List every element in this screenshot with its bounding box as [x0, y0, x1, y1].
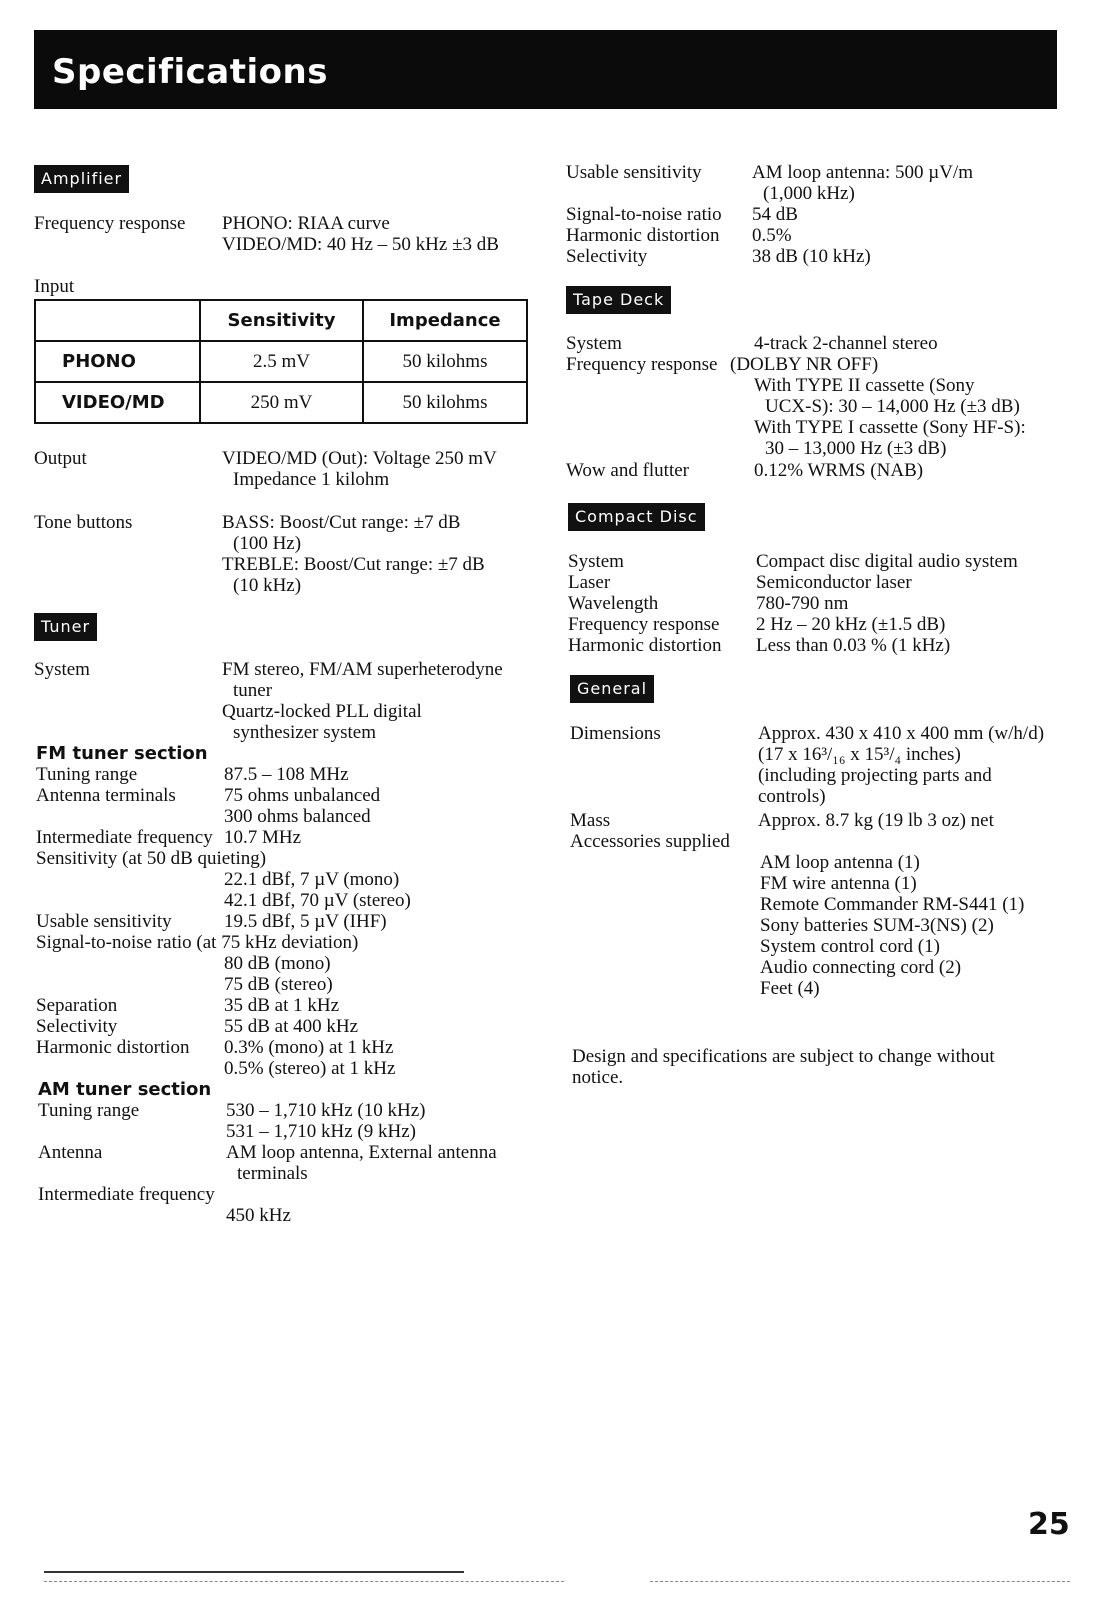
compact-disc-heading: Compact Disc: [568, 503, 705, 531]
fm-separation-value: 35 dB at 1 kHz: [224, 995, 340, 1016]
cd-harmonic-value: Less than 0.03 % (1 kHz): [756, 635, 951, 656]
tone-line-2: (100 Hz): [233, 533, 302, 554]
fm-harmonic-line-2: 0.5% (stereo) at 1 kHz: [224, 1058, 396, 1079]
table-header-sensitivity: Sensitivity: [200, 300, 363, 341]
fm-snr-label: Signal-to-noise ratio (at 75 kHz deviation): [36, 932, 359, 953]
fm-usable-sensitivity-value: 19.5 dBf, 5 µV (IHF): [224, 911, 387, 932]
footer-rule-left: [44, 1571, 464, 1573]
table-cell-sensitivity: 250 mV: [200, 382, 363, 423]
amplifier-heading: Amplifier: [34, 165, 129, 193]
amp-freq-response-line-1: PHONO: RIAA curve: [222, 213, 390, 234]
tape-freq-response-line-4: With TYPE I cassette (Sony HF-S):: [754, 417, 1026, 438]
mass-value: Approx. 8.7 kg (19 lb 3 oz) net: [758, 810, 994, 831]
tone-line-3: TREBLE: Boost/Cut range: ±7 dB: [222, 554, 485, 575]
fm-tuning-range-label: Tuning range: [36, 764, 138, 785]
am-harmonic-value: 0.5%: [752, 225, 792, 246]
table-cell-impedance: 50 kilohms: [363, 341, 527, 382]
fm-antenna-line-1: 75 ohms unbalanced: [224, 785, 381, 806]
table-row-name: PHONO: [35, 341, 200, 382]
amp-freq-response-label: Frequency response: [34, 213, 186, 234]
tuner-system-line-4: synthesizer system: [233, 722, 377, 743]
accessories-label: Accessories supplied: [570, 831, 730, 852]
am-tuning-range-line-1: 530 – 1,710 kHz (10 kHz): [226, 1100, 426, 1121]
accessory-item-3: Remote Commander RM-S441 (1): [760, 894, 1025, 915]
cd-laser-label: Laser: [568, 572, 611, 593]
amp-input-label: Input: [34, 276, 75, 297]
accessory-item-5: System control cord (1): [760, 936, 940, 957]
tape-system-value: 4-track 2-channel stereo: [754, 333, 938, 354]
accessory-item-4: Sony batteries SUM-3(NS) (2): [760, 915, 994, 936]
tuner-system-label: System: [34, 659, 90, 680]
am-usable-sensitivity-label: Usable sensitivity: [566, 162, 702, 183]
fm-harmonic-label: Harmonic distortion: [36, 1037, 190, 1058]
cd-freq-response-value: 2 Hz – 20 kHz (±1.5 dB): [756, 614, 946, 635]
fm-snr-line-2: 75 dB (stereo): [224, 974, 333, 995]
cd-laser-value: Semiconductor laser: [756, 572, 912, 593]
tape-deck-heading: Tape Deck: [566, 286, 671, 314]
amp-output-line-1: VIDEO/MD (Out): Voltage 250 mV: [222, 448, 497, 469]
table-row-name: VIDEO/MD: [35, 382, 200, 423]
cd-wavelength-value: 780-790 nm: [756, 593, 849, 614]
input-table: [34, 299, 528, 424]
fm-if-value: 10.7 MHz: [224, 827, 302, 848]
am-if-value: 450 kHz: [226, 1205, 291, 1226]
table-row: [35, 341, 527, 382]
fm-usable-sensitivity-label: Usable sensitivity: [36, 911, 172, 932]
tape-wow-flutter-label: Wow and flutter: [566, 460, 689, 481]
cd-freq-response-label: Frequency response: [568, 614, 720, 635]
dimensions-line-3: (including projecting parts and: [758, 765, 992, 786]
am-tuning-range-label: Tuning range: [38, 1100, 140, 1121]
dimensions-line-1: Approx. 430 x 410 x 400 mm (w/h/d): [758, 723, 1045, 744]
amp-output-line-2: Impedance 1 kilohm: [233, 469, 390, 490]
fm-section-heading: FM tuner section: [36, 743, 208, 764]
page-number: 25: [1028, 1507, 1070, 1542]
tone-buttons-label: Tone buttons: [34, 512, 133, 533]
tuner-system-line-3: Quartz-locked PLL digital: [222, 701, 422, 722]
tuner-system-line-2: tuner: [233, 680, 273, 701]
amp-freq-response-line-2: VIDEO/MD: 40 Hz – 50 kHz ±3 dB: [222, 234, 499, 255]
dimensions-line-4: controls): [758, 786, 826, 807]
am-usable-sensitivity-line-1: AM loop antenna: 500 µV/m: [752, 162, 973, 183]
fm-antenna-label: Antenna terminals: [36, 785, 176, 806]
fm-sensitivity-line-2: 42.1 dBf, 70 µV (stereo): [224, 890, 411, 911]
table-header-row: [35, 300, 527, 341]
am-tuning-range-line-2: 531 – 1,710 kHz (9 kHz): [226, 1121, 416, 1142]
am-selectivity-value: 38 dB (10 kHz): [752, 246, 871, 267]
tape-freq-response-line-2: With TYPE II cassette (Sony: [754, 375, 975, 396]
am-snr-label: Signal-to-noise ratio: [566, 204, 722, 225]
page-title: Specifications: [52, 52, 328, 92]
tape-freq-response-line-1: (DOLBY NR OFF): [730, 354, 879, 375]
tone-line-1: BASS: Boost/Cut range: ±7 dB: [222, 512, 461, 533]
fm-tuning-range-value: 87.5 – 108 MHz: [224, 764, 349, 785]
accessory-item-2: FM wire antenna (1): [760, 873, 917, 894]
am-usable-sensitivity-line-2: (1,000 kHz): [763, 183, 855, 204]
tuner-system-line-1: FM stereo, FM/AM superheterodyne: [222, 659, 503, 680]
tape-system-label: System: [566, 333, 622, 354]
am-antenna-label: Antenna: [38, 1142, 103, 1163]
fm-if-label: Intermediate frequency: [36, 827, 213, 848]
title-banner: [34, 30, 1057, 109]
am-harmonic-label: Harmonic distortion: [566, 225, 720, 246]
cd-wavelength-label: Wavelength: [568, 593, 659, 614]
accessory-item-7: Feet (4): [760, 978, 820, 999]
cd-system-label: System: [568, 551, 624, 572]
fm-sensitivity-line-1: 22.1 dBf, 7 µV (mono): [224, 869, 400, 890]
accessory-item-1: AM loop antenna (1): [760, 852, 920, 873]
table-corner-cell: [35, 300, 200, 341]
cd-system-value: Compact disc digital audio system: [756, 551, 1018, 572]
tape-freq-response-line-5: 30 – 13,000 Hz (±3 dB): [765, 438, 947, 459]
fm-selectivity-label: Selectivity: [36, 1016, 118, 1037]
footnote-line-2: notice.: [572, 1067, 624, 1088]
tape-freq-response-label: Frequency response: [566, 354, 718, 375]
fm-selectivity-value: 55 dB at 400 kHz: [224, 1016, 359, 1037]
footer-rule-left-dashed: [44, 1581, 564, 1582]
tape-freq-response-line-3: UCX-S): 30 – 14,000 Hz (±3 dB): [765, 396, 1020, 417]
footer-rule-right-dashed: [650, 1581, 1070, 1582]
dimensions-line-2: (17 x 16³/₁₆ x 15³/₄ inches): [758, 744, 961, 765]
fm-sensitivity-label: Sensitivity (at 50 dB quieting): [36, 848, 267, 869]
fm-antenna-line-2: 300 ohms balanced: [224, 806, 371, 827]
tone-line-4: (10 kHz): [233, 575, 302, 596]
am-selectivity-label: Selectivity: [566, 246, 648, 267]
am-snr-value: 54 dB: [752, 204, 798, 225]
tape-wow-flutter-value: 0.12% WRMS (NAB): [754, 460, 924, 481]
am-antenna-line-1: AM loop antenna, External antenna: [226, 1142, 497, 1163]
accessory-item-6: Audio connecting cord (2): [760, 957, 962, 978]
am-section-heading: AM tuner section: [38, 1079, 212, 1100]
am-antenna-line-2: terminals: [237, 1163, 308, 1184]
table-cell-sensitivity: 2.5 mV: [200, 341, 363, 382]
fm-harmonic-line-1: 0.3% (mono) at 1 kHz: [224, 1037, 394, 1058]
am-if-label: Intermediate frequency: [38, 1184, 215, 1205]
tuner-heading: Tuner: [34, 613, 97, 641]
amp-output-label: Output: [34, 448, 87, 469]
table-row: [35, 382, 527, 423]
footnote-line-1: Design and specifications are subject to change without: [572, 1046, 995, 1067]
fm-separation-label: Separation: [36, 995, 118, 1016]
table-header-impedance: Impedance: [363, 300, 527, 341]
general-heading: General: [570, 675, 654, 703]
mass-label: Mass: [570, 810, 611, 831]
dimensions-label: Dimensions: [570, 723, 661, 744]
table-cell-impedance: 50 kilohms: [363, 382, 527, 423]
cd-harmonic-label: Harmonic distortion: [568, 635, 722, 656]
fm-snr-line-1: 80 dB (mono): [224, 953, 331, 974]
